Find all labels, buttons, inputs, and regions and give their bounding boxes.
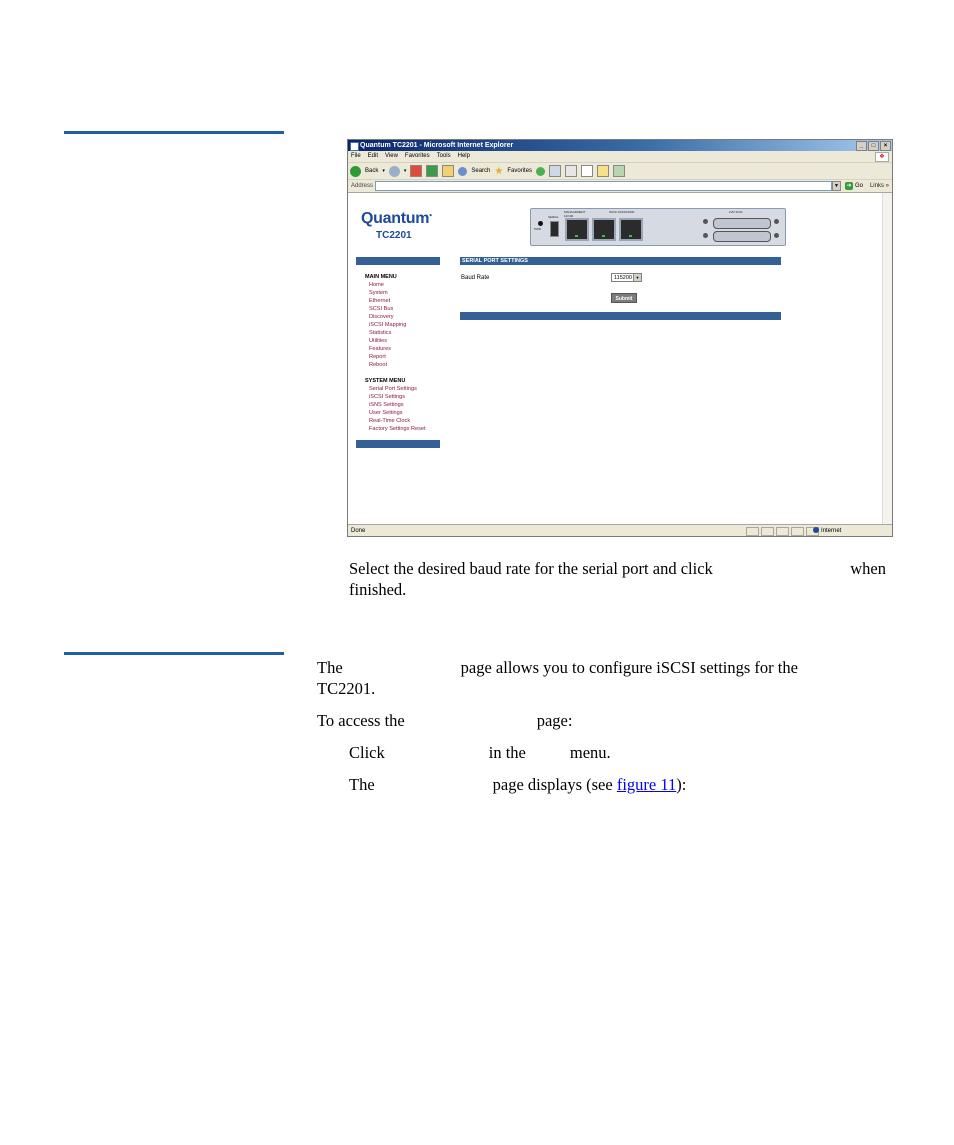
main-menu-item-statistics[interactable]: Statistics bbox=[369, 330, 392, 336]
system-menu-item-user-settings[interactable]: User Settings bbox=[369, 410, 403, 416]
system-menu-item-real-time-clock[interactable]: Real-Time Clock bbox=[369, 418, 411, 424]
browser-title: Quantum TC2201 - Microsoft Internet Explorer bbox=[360, 142, 514, 149]
baud-rate-label: Baud Rate bbox=[461, 275, 490, 281]
quantum-logo: Quantum● bbox=[361, 210, 432, 227]
menu-favorites[interactable]: Favorites bbox=[404, 153, 430, 159]
system-menu-item-factory-settings-reset[interactable]: Factory Settings Reset bbox=[369, 426, 426, 432]
result-the: The bbox=[349, 775, 375, 794]
main-menu-item-ethernet[interactable]: Ethernet bbox=[369, 298, 391, 304]
main-menu-item-system[interactable]: System bbox=[369, 290, 388, 296]
minimize-button[interactable]: _ bbox=[856, 141, 867, 151]
system-menu-list bbox=[369, 385, 426, 433]
vertical-scrollbar[interactable] bbox=[882, 193, 892, 525]
screw-icon bbox=[774, 219, 779, 224]
power-led-icon bbox=[538, 221, 543, 226]
nav-divider-top bbox=[356, 257, 440, 265]
figure-11-link[interactable]: figure 11 bbox=[616, 775, 677, 794]
close-button[interactable]: × bbox=[880, 141, 891, 151]
main-menu-item-iscsi-mapping[interactable]: iSCSI Mapping bbox=[369, 322, 407, 328]
go-label: Go bbox=[854, 183, 863, 189]
links-button[interactable] bbox=[867, 183, 892, 189]
result-end: ): bbox=[676, 775, 687, 794]
main-menu-item-home[interactable]: Home bbox=[369, 282, 384, 288]
main-menu-item-scsi-bus[interactable]: SCSI Bus bbox=[369, 306, 394, 312]
screw-icon bbox=[703, 233, 708, 238]
ie-window-icon bbox=[350, 142, 359, 151]
web-content bbox=[348, 192, 892, 525]
system-menu-item-isns-settings[interactable]: iSNS Settings bbox=[369, 402, 404, 408]
model-name: TC2201 bbox=[376, 230, 412, 241]
internet-zone: Internet bbox=[813, 525, 841, 537]
instruction-text-c: finished. bbox=[349, 580, 407, 599]
go-button[interactable] bbox=[841, 182, 867, 190]
address-dropdown-icon[interactable]: ▼ bbox=[832, 181, 841, 191]
step-result bbox=[349, 774, 686, 795]
refresh-icon[interactable] bbox=[426, 165, 438, 177]
links-more-icon: » bbox=[885, 183, 889, 189]
main-menu-list bbox=[369, 281, 406, 369]
panel-label-scsi: LVD SCSI bbox=[729, 210, 743, 214]
intro-rest: page allows you to configure iSCSI settings for the bbox=[460, 658, 798, 677]
menu-file[interactable]: File bbox=[351, 153, 361, 159]
main-menu-item-discovery[interactable]: Discovery bbox=[369, 314, 394, 320]
links-label: Links bbox=[869, 183, 884, 189]
mail-icon[interactable] bbox=[549, 165, 561, 177]
panel-label-serial: SERIAL bbox=[548, 215, 559, 219]
system-menu-item-iscsi-settings[interactable]: iSCSI Settings bbox=[369, 394, 406, 400]
panel-label-management: MANAGEMENT 10/100 bbox=[564, 210, 586, 218]
history-icon[interactable] bbox=[536, 167, 545, 176]
main-menu-title: MAIN MENU bbox=[365, 274, 397, 280]
logo-text: Quantum bbox=[361, 210, 430, 227]
search-button-label[interactable]: Search bbox=[471, 168, 491, 174]
search-icon[interactable] bbox=[458, 167, 467, 176]
access-text-a: To access the bbox=[317, 711, 405, 730]
go-arrow-icon: ➜ bbox=[846, 183, 852, 189]
result-text: page displays (see bbox=[492, 775, 613, 794]
main-menu-item-reboot[interactable]: Reboot bbox=[369, 362, 388, 368]
system-menu-title: SYSTEM MENU bbox=[365, 378, 406, 384]
iscsi-intro-paragraph bbox=[317, 657, 877, 699]
submit-button[interactable]: Submit bbox=[611, 293, 637, 303]
windows-flag-icon: ❖ bbox=[875, 152, 889, 162]
management-port-icon bbox=[565, 218, 589, 241]
instruction-paragraph bbox=[349, 558, 886, 600]
main-menu-item-report[interactable]: Report bbox=[369, 354, 386, 360]
step-inthe-text: in the bbox=[488, 743, 526, 762]
step-click bbox=[349, 742, 611, 763]
section-rule-iscsi bbox=[64, 652, 284, 655]
print-icon[interactable] bbox=[565, 165, 577, 177]
baud-rate-value: 115200 bbox=[614, 275, 632, 281]
home-icon[interactable] bbox=[442, 165, 454, 177]
edit-icon[interactable] bbox=[581, 165, 593, 177]
section-footer-bar bbox=[460, 312, 781, 320]
serial-port-icon bbox=[550, 221, 559, 237]
menu-tools[interactable]: Tools bbox=[436, 153, 451, 159]
status-text: Done bbox=[351, 528, 366, 534]
system-menu-item-serial-port-settings[interactable]: Serial Port Settings bbox=[369, 386, 417, 392]
browser-status-bar bbox=[348, 524, 892, 537]
browser-titlebar bbox=[348, 140, 892, 151]
main-menu-item-features[interactable]: Features bbox=[369, 346, 392, 352]
browser-toolbar bbox=[348, 163, 892, 180]
scsi-connector-1-icon bbox=[713, 218, 771, 229]
intro-the: The bbox=[317, 658, 343, 677]
instruction-text-a: Select the desired baud rate for the serial port and click bbox=[349, 559, 713, 578]
step-click-text: Click bbox=[349, 743, 385, 762]
back-icon[interactable] bbox=[350, 166, 361, 177]
browser-menubar bbox=[348, 151, 892, 163]
back-button-label[interactable]: Back bbox=[365, 168, 379, 174]
chevron-down-icon: ▼ bbox=[633, 274, 641, 281]
nav-divider-bottom bbox=[356, 440, 440, 448]
messenger-icon[interactable] bbox=[613, 165, 625, 177]
menu-edit[interactable]: Edit bbox=[367, 153, 379, 159]
address-input[interactable] bbox=[375, 181, 832, 191]
instruction-text-b: when bbox=[850, 559, 886, 578]
intro-line2: TC2201. bbox=[317, 679, 376, 698]
main-menu-item-utilities[interactable]: Utilities bbox=[369, 338, 388, 344]
menu-view[interactable]: View bbox=[385, 153, 398, 159]
address-label: Address bbox=[351, 183, 374, 189]
screw-icon bbox=[774, 233, 779, 238]
menu-help[interactable]: Help bbox=[457, 153, 470, 159]
favorites-button-label[interactable]: Favorites bbox=[507, 168, 533, 174]
panel-label-iscsi: ISCSI 10/100/1000 bbox=[609, 210, 635, 214]
favorites-star-icon[interactable]: ★ bbox=[494, 165, 504, 177]
section-header: SERIAL PORT SETTINGS bbox=[460, 257, 781, 265]
device-front-panel-image bbox=[530, 208, 786, 246]
access-text-b: page: bbox=[536, 711, 573, 730]
back-dropdown-icon[interactable]: ▾ bbox=[382, 168, 385, 174]
scsi-connector-2-icon bbox=[713, 231, 771, 242]
panel-label-pwr: PWR bbox=[534, 227, 541, 231]
step-menu-text: menu. bbox=[569, 743, 611, 762]
iscsi-port-2-icon bbox=[619, 218, 643, 241]
forward-icon[interactable] bbox=[389, 166, 400, 177]
forward-dropdown-icon[interactable]: ▾ bbox=[403, 168, 407, 174]
screw-icon bbox=[703, 219, 708, 224]
iscsi-port-1-icon bbox=[592, 218, 616, 241]
browser-screenshot bbox=[347, 139, 893, 537]
maximize-button[interactable]: □ bbox=[868, 141, 879, 151]
stop-icon[interactable] bbox=[410, 165, 422, 177]
access-paragraph bbox=[317, 710, 572, 731]
section-rule-top bbox=[64, 131, 284, 134]
baud-rate-select[interactable] bbox=[611, 273, 642, 282]
discuss-icon[interactable] bbox=[597, 165, 609, 177]
status-panes bbox=[746, 527, 819, 536]
